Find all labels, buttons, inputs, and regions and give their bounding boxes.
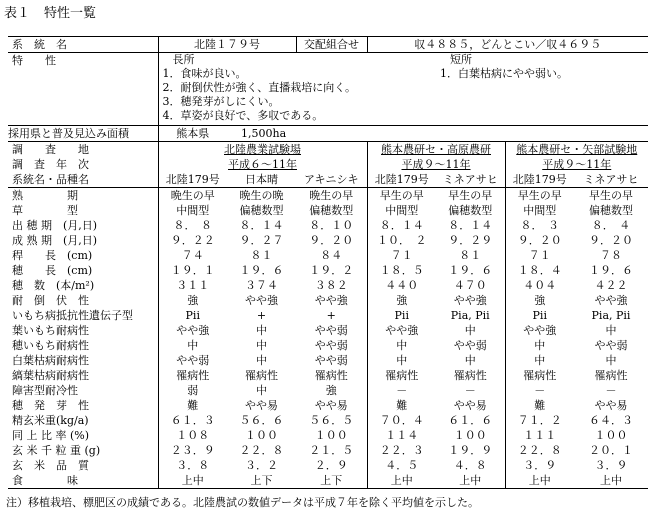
merit-2: 2．耐倒伏性が強く、直播栽培に向く。: [162, 81, 357, 94]
table-cell: ４２２: [594, 279, 628, 292]
table-cell: ８．１０: [296, 218, 367, 233]
table-cell: 罹病性: [385, 369, 419, 382]
years-hokuriku: 平成６～11年: [228, 158, 297, 171]
table-cell: 中: [436, 323, 505, 338]
table-row: [8, 353, 648, 368]
table-cell: 早生の早: [379, 189, 424, 202]
table-cell: ４０４: [523, 279, 557, 292]
table-cell: ６１．３: [170, 414, 215, 427]
table-cell: ８．１４: [436, 218, 505, 233]
table-cell: 早生の早: [589, 189, 633, 202]
table-cell: ３．９: [523, 459, 557, 472]
table-cell: 晩生の早: [296, 188, 367, 204]
table-cell: １９．６: [436, 263, 505, 278]
table-cell: 偏穂数型: [239, 204, 284, 217]
table-row: [8, 368, 648, 383]
table-row: [8, 398, 648, 413]
row-label: 草 型: [8, 203, 158, 218]
table-cell: 罹病性: [176, 369, 210, 382]
lineage-name: 北陸１７９号: [158, 37, 296, 53]
table-cell: ２３．９: [170, 444, 215, 457]
table-row: [8, 338, 648, 353]
table-cell: －: [534, 384, 546, 397]
row-label: 障害型耐冷性: [8, 383, 158, 398]
cross-label: 交配組合せ: [296, 37, 367, 53]
table-cell: ７０．４: [379, 414, 424, 427]
row-label: 成 熟 期 (月,日): [8, 233, 158, 248]
table-cell: +: [296, 308, 367, 323]
merits-head: 長所: [172, 53, 195, 66]
table-cell: 晩生の晩: [239, 189, 284, 202]
table-row: [8, 323, 648, 338]
table-cell: やや易: [245, 399, 278, 412]
table-cell: 弱: [187, 384, 199, 397]
table-cell: 晩生の早: [170, 189, 215, 202]
table-cell: ２２．８: [517, 444, 562, 457]
table-cell: ４．５: [385, 459, 419, 472]
table-cell: 強: [187, 294, 199, 307]
table-cell: １００: [296, 428, 367, 443]
table-cell: ３．９: [594, 459, 628, 472]
row-label: 玄 米 品 質: [8, 458, 158, 473]
years-label: 調 査 年 次: [8, 157, 158, 172]
table-cell: ４．８: [436, 458, 505, 473]
table-cell: 中間型: [176, 204, 210, 217]
table-cell: やや易: [436, 398, 505, 413]
lineage-label: 系 統 名: [8, 37, 158, 53]
table-cell: ３７４: [245, 279, 278, 292]
table-cell: ２２．８: [239, 444, 284, 457]
table-cell: －: [436, 383, 505, 398]
table-cell: ４４０: [385, 279, 419, 292]
table-row: [8, 308, 648, 323]
column-header-label: 系統名・品種名: [8, 172, 158, 188]
years-row: [8, 157, 648, 172]
column-header-row: [8, 172, 648, 188]
table-cell: 強: [296, 383, 367, 398]
row-label: 熟 期: [8, 188, 158, 204]
table-cell: やや易: [594, 399, 628, 412]
table-cell: ２．９: [296, 458, 367, 473]
table-cell: ８１: [250, 249, 273, 262]
table-cell: 難: [396, 399, 408, 412]
table-cell: ６１．６: [436, 413, 505, 428]
table-cell: やや弱: [436, 338, 505, 353]
table-row: [8, 218, 648, 233]
table-cell: 中: [256, 354, 267, 367]
table-cell: やや強: [245, 294, 278, 307]
row-label: 穂 長 (cm): [8, 263, 158, 278]
table-cell: １０． ２: [377, 234, 427, 247]
table-cell: １００: [436, 428, 505, 443]
table-cell: 中: [534, 354, 546, 367]
table-cell: やや弱: [296, 323, 367, 338]
adoption-label: 採用県と普及見込み面積: [8, 126, 158, 142]
table-cell: ８．１４: [239, 219, 284, 232]
table-cell: 上下: [227, 473, 296, 489]
table-cell: ８． ４: [591, 219, 631, 232]
row-label: 縞葉枯病耐病性: [8, 368, 158, 383]
row-label: 出 穂 期 (月,日): [8, 218, 158, 233]
table-cell: Pii: [185, 309, 200, 322]
table-cell: 偏穂数型: [436, 203, 505, 218]
column-header: ミネアサヒ: [574, 172, 648, 188]
sites-label: 調 査 地: [8, 142, 158, 158]
table-cell: 難: [187, 399, 199, 412]
table-row: [8, 203, 648, 218]
table-row: [8, 263, 648, 278]
table-cell: ２２．３: [379, 444, 424, 457]
table-cell: ９．２０: [296, 233, 367, 248]
site-kogen: 熊本農研セ・高原農研: [381, 143, 491, 156]
table-cell: １１１: [523, 429, 557, 442]
table-cell: やや強: [296, 293, 367, 308]
table-cell: ９．２７: [239, 234, 284, 247]
table-cell: ３１１: [176, 279, 210, 292]
table-cell: やや強: [176, 324, 210, 337]
table-cell: +: [256, 309, 267, 322]
table-cell: ３．２: [245, 459, 278, 472]
merit-3: 3．穂発芽がしにくい。: [162, 95, 280, 108]
table-cell: 中間型: [385, 204, 419, 217]
table-cell: ３．８: [176, 459, 210, 472]
table-cell: 強: [534, 294, 546, 307]
site-yabe: 熊本農研セ・矢部試験地: [516, 143, 638, 156]
table-cell: ３８２: [296, 278, 367, 293]
demerit-1: 1．白葉枯病にやや弱い。: [440, 67, 568, 80]
sites-row: [8, 142, 648, 158]
merit-4: 4．草姿が良好で、多収である。: [162, 109, 324, 122]
table-cell: 中: [256, 324, 267, 337]
table-cell: やや弱: [296, 353, 367, 368]
row-label: 白葉枯病耐病性: [8, 353, 158, 368]
table-cell: 偏穂数型: [296, 203, 367, 218]
table-cell: 罹病性: [245, 369, 278, 382]
table-cell: １００: [245, 429, 278, 442]
table-cell: ８． ８: [173, 219, 212, 232]
table-row: [8, 278, 648, 293]
column-header: 北陸179号: [367, 172, 436, 188]
table-title: [4, 2, 96, 21]
table-cell: 罹病性: [436, 368, 505, 383]
table-cell: １９．９: [436, 443, 505, 458]
footnote: 注）移植栽培、標肥区の成績である。北陸農試の数値データは平成７年を除く平均値を示した。: [6, 496, 479, 509]
table-cell: ６４．３: [589, 414, 633, 427]
table-cell: １００: [594, 429, 628, 442]
table-cell: ５６．６: [239, 414, 284, 427]
table-cell: やや強: [594, 294, 628, 307]
table-row: [8, 248, 648, 263]
table-cell: ９．２０: [589, 234, 633, 247]
features-label: 特 性: [8, 53, 158, 126]
row-label: 穂 数 (本/m²): [8, 278, 158, 293]
years-kogen: 平成９～11年: [401, 158, 471, 171]
table-cell: 罹病性: [523, 369, 557, 382]
table-row: [8, 443, 648, 458]
table-cell: Pii: [532, 309, 547, 322]
table-cell: －: [396, 384, 408, 397]
table-cell: ４７０: [436, 278, 505, 293]
table-cell: 中: [187, 339, 199, 352]
lineage-row: [8, 37, 648, 53]
table-row: [8, 233, 648, 248]
table-number: 表１: [4, 6, 31, 21]
row-label: 穂 発 芽 性: [8, 398, 158, 413]
row-label: 精玄米重(kg/a): [8, 413, 158, 428]
row-label: 食 味: [8, 473, 158, 489]
table-cell: ８４: [296, 248, 367, 263]
table-cell: 上中: [158, 473, 227, 489]
table-cell: やや易: [296, 398, 367, 413]
column-header: ミネアサヒ: [436, 172, 505, 188]
table-cell: 中間型: [523, 204, 557, 217]
features-row: [8, 53, 648, 126]
table-cell: 罹病性: [594, 369, 628, 382]
table-cell: 上中: [436, 473, 505, 489]
table-cell: １０８: [176, 429, 210, 442]
table-cell: 早生の早: [517, 189, 562, 202]
table-cell: やや弱: [296, 338, 367, 353]
table-cell: 罹病性: [296, 368, 367, 383]
table-cell: 偏穂数型: [589, 204, 633, 217]
table-row: [8, 413, 648, 428]
table-cell: ８１: [436, 248, 505, 263]
table-cell: ８．１４: [379, 219, 424, 232]
table-cell: Pia, Pii: [436, 308, 505, 323]
column-header: 日本晴: [227, 172, 296, 188]
table-cell: １１４: [385, 429, 419, 442]
table-cell: 中: [396, 354, 408, 367]
table-cell: ５６．５: [296, 413, 367, 428]
table-cell: 強: [396, 294, 408, 307]
table-cell: 中: [396, 339, 408, 352]
row-label: 葉いもち耐病性: [8, 323, 158, 338]
table-row: [8, 383, 648, 398]
table-cell: 上中: [574, 473, 648, 489]
table-cell: 中: [605, 354, 617, 367]
column-header: 北陸179号: [505, 172, 574, 188]
table-cell: ９．２２: [170, 234, 215, 247]
site-hokuriku: 北陸農業試験場: [224, 143, 301, 156]
table-cell: 中: [256, 339, 267, 352]
row-label: いもち病抵抗性遺伝子型: [8, 308, 158, 323]
table-cell: ７１．２: [517, 414, 562, 427]
characteristics-table: [8, 36, 648, 489]
table-cell: －: [605, 384, 617, 397]
column-header: 北陸179号: [158, 172, 227, 188]
demerits-head: 短所: [450, 53, 472, 66]
adoption-pref: 熊本県: [158, 126, 227, 142]
table-cell: 上中: [505, 473, 574, 489]
table-cell: 中: [605, 324, 617, 337]
table-cell: やや弱: [594, 339, 628, 352]
table-row: [8, 188, 648, 204]
years-yabe: 平成９～11年: [542, 158, 612, 171]
table-cell: １９．２: [296, 263, 367, 278]
table-cell: 上下: [296, 473, 367, 489]
table-cell: 上中: [367, 473, 436, 489]
table-cell: １９．６: [589, 264, 633, 277]
adoption-area: 1,500ha: [227, 126, 648, 142]
table-cell: ９．２０: [517, 234, 562, 247]
column-header: アキニシキ: [296, 172, 367, 188]
table-cell: 中: [256, 384, 267, 397]
table-row: [8, 428, 648, 443]
table-cell: Pia, Pii: [591, 309, 631, 322]
merit-1: 1．食味が良い。: [162, 67, 247, 80]
table-cell: 中: [534, 339, 546, 352]
table-cell: １８．５: [379, 264, 424, 277]
table-cell: 中: [436, 353, 505, 368]
row-label: 同 上 比 率 (%): [8, 428, 158, 443]
table-name: 特性一覧: [44, 6, 97, 21]
table-cell: ７４: [181, 249, 204, 262]
table-row: [8, 293, 648, 308]
table-cell: １８．４: [517, 264, 562, 277]
row-label: 稈 長 (cm): [8, 248, 158, 263]
table-cell: やや弱: [176, 354, 210, 367]
table-cell: ８． ３: [520, 219, 559, 232]
table-row: [8, 473, 648, 489]
row-label: 穂いもち耐病性: [8, 338, 158, 353]
table-cell: やや強: [385, 324, 419, 337]
table-cell: ７１: [390, 249, 413, 262]
table-cell: ２１．５: [296, 443, 367, 458]
row-label: 玄 米 千 粒 重 (g): [8, 443, 158, 458]
table-cell: ２０．１: [589, 444, 633, 457]
table-cell: 難: [534, 399, 546, 412]
table-cell: １９．１: [170, 264, 215, 277]
table-cell: ７１: [528, 249, 551, 262]
cross-parents: 収４８８５，どんとこい／収４６９５: [367, 37, 648, 53]
table-row: [8, 458, 648, 473]
table-cell: 早生の早: [436, 188, 505, 204]
adoption-row: [8, 126, 648, 142]
table-cell: １９．６: [239, 264, 284, 277]
row-label: 耐 倒 伏 性: [8, 293, 158, 308]
table-cell: Pii: [394, 309, 409, 322]
table-cell: ７８: [600, 249, 622, 262]
table-cell: やや強: [523, 324, 557, 337]
table-cell: ９．２９: [436, 233, 505, 248]
table-cell: やや強: [436, 293, 505, 308]
